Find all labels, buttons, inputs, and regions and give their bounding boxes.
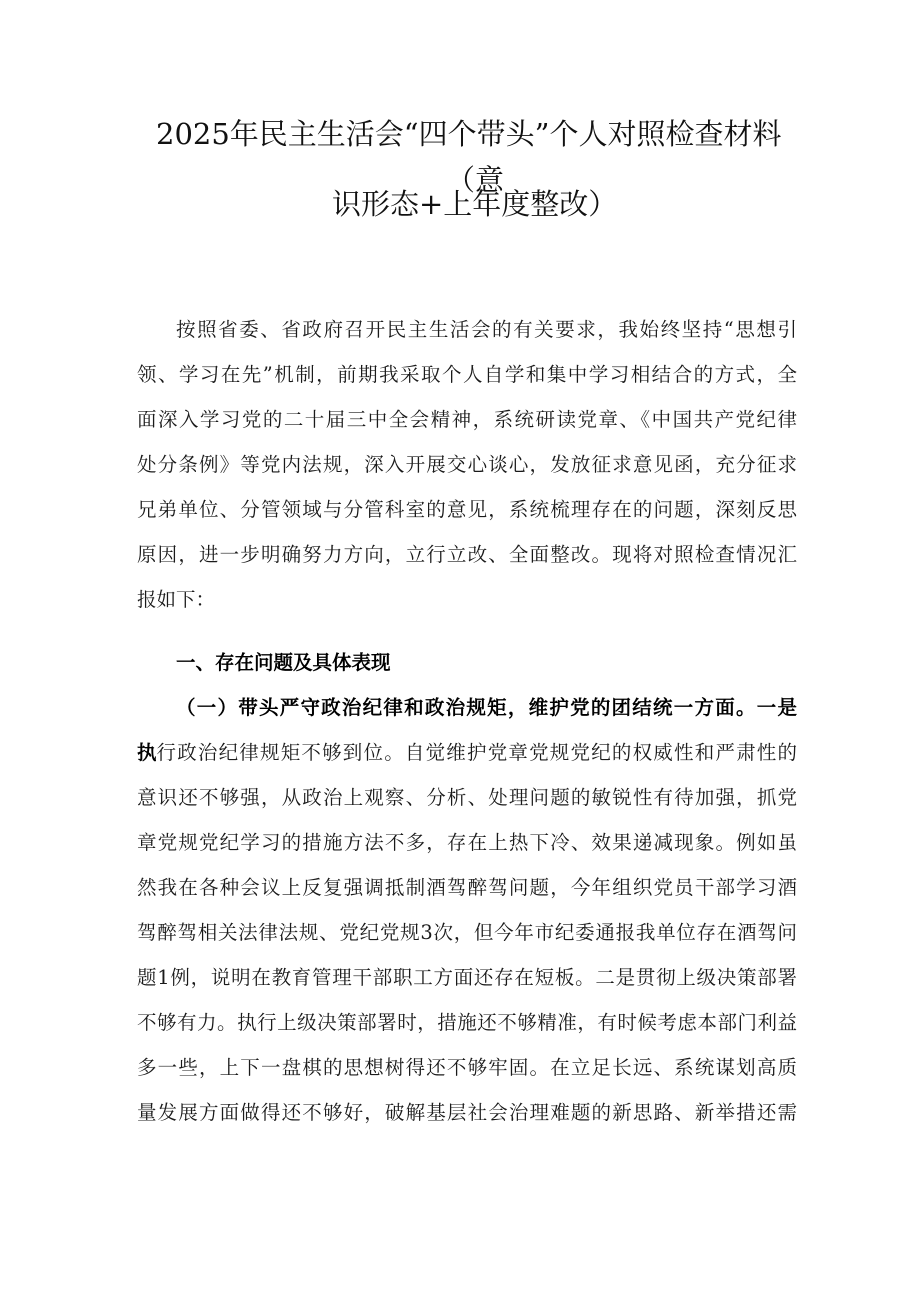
bold-lead-char: 执 — [137, 741, 157, 764]
intro-line: 按照省委、省政府召开民主生活会的有关要求，我始终坚持“思想引 — [176, 318, 797, 341]
document-title-line-2: （意 — [446, 163, 505, 197]
body-line: 章党规党纪学习的措施方法不多，存在上热下冷、效果递减现象。例如虽 — [137, 831, 797, 854]
intro-line: 领、学习在先”机制，前期我采取个人自学和集中学习相结合的方式，全 — [137, 363, 797, 386]
body-line: 不够有力。执行上级决策部署时，措施还不够精准，有时候考虑本部门利益 — [137, 1011, 797, 1034]
intro-line: 处分条例》等党内法规，深入开展交心谈心，发放征求意见函，充分征求 — [137, 453, 797, 476]
body-line: 驾醉驾相关法律法规、党纪党规3次，但今年市纪委通报我单位存在酒驾问 — [137, 921, 797, 944]
document-title-line-3: 识形态+上年度整改） — [332, 187, 618, 221]
section-heading: 一、存在问题及具体表现 — [176, 651, 391, 674]
body-line: 量发展方面做得还不够好，破解基层社会治理难题的新思路、新举措还需 — [137, 1101, 797, 1124]
body-line: 多一些，上下一盘棋的思想树得还不够牢固。在立足长远、系统谋划高质 — [137, 1056, 797, 1079]
body-line-first — [137, 740, 797, 766]
body-line: 题1例，说明在教育管理干部职工方面还存在短板。二是贯彻上级决策部署 — [137, 966, 797, 989]
subsection-heading: （一）带头严守政治纪律和政治规矩，维护党的团结统一方面。一是 — [176, 696, 797, 719]
document-title-line-1: 2025年民主生活会“四个带头”个人对照检查材料 — [156, 117, 782, 151]
intro-line: 兄弟单位、分管领域与分管科室的意见，系统梳理存在的问题，深刻反思 — [137, 498, 797, 521]
intro-line: 面深入学习党的二十届三中全会精神，系统研读党章、《中国共产党纪律 — [137, 408, 797, 431]
body-line: 然我在各种会议上反复强调抵制酒驾醉驾问题，今年组织党员干部学习酒 — [137, 876, 797, 899]
body-line-rest: 行政治纪律规矩不够到位。自觉维护党章党规党纪的权威性和严肃性的 — [156, 741, 797, 764]
intro-line: 报如下： — [137, 588, 216, 611]
intro-line: 原因，进一步明确努力方向，立行立改、全面整改。现将对照检查情况汇 — [137, 543, 797, 566]
body-line: 意识还不够强，从政治上观察、分析、处理问题的敏锐性有待加强，抓党 — [137, 786, 797, 809]
